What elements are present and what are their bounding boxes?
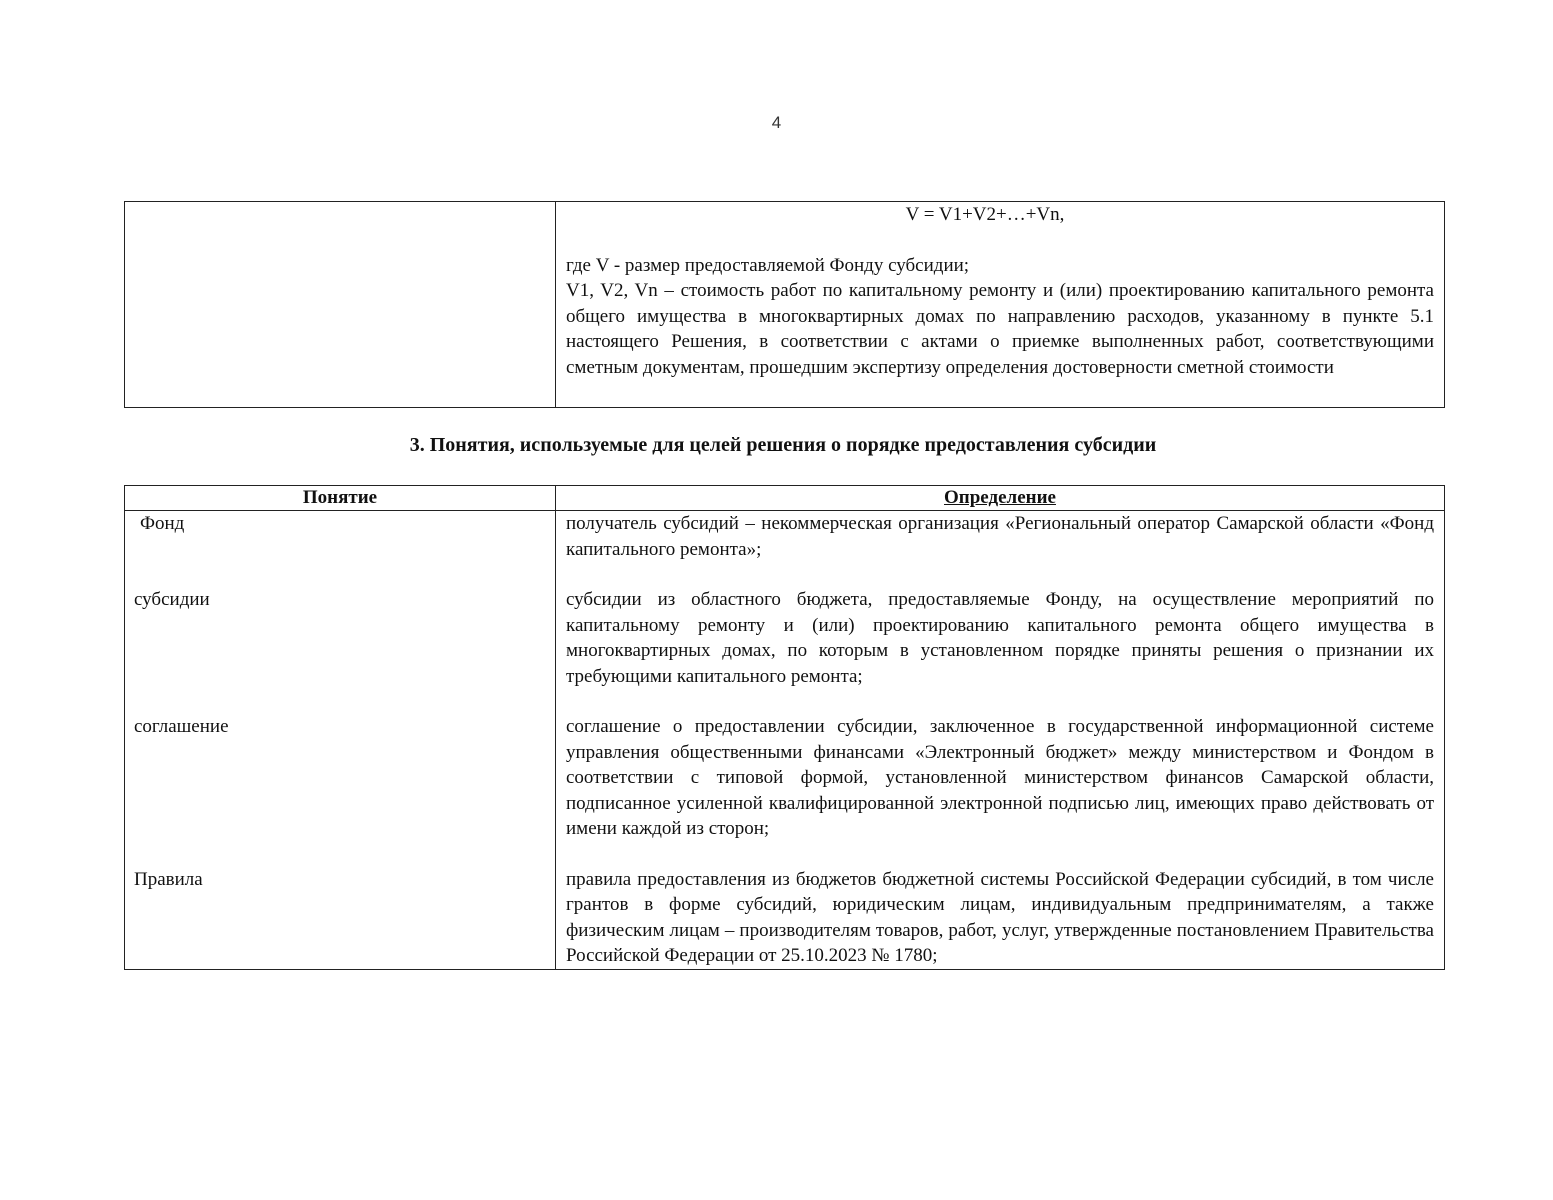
table-row [125, 867, 1445, 970]
term-cell [125, 511, 556, 588]
column-header-term: Понятие [125, 486, 556, 511]
term: Фонд [140, 513, 185, 534]
section-title: 3. Понятия, используемые для целей решения о порядке предоставления субсидии [409, 434, 1157, 456]
definition-cell: получатель субсидий – некоммерческая организация «Региональный оператор Самарской области «Фонд капитального ремонта»; [556, 511, 1445, 588]
formula-table [124, 201, 1445, 408]
term-cell: субсидии [125, 587, 556, 714]
column-header-definition-label: Определение [944, 487, 1056, 508]
formula-cell [556, 202, 1445, 408]
table-row [125, 511, 1445, 588]
table-header-row [125, 486, 1445, 511]
definition-cell: правила предоставления из бюджетов бюджетной системы Российской Федерации субсидий, в том числе грантов в форме субсидий, юридическим лицам, индивидуальным предпринимателям, а также физическим лицам – производителям товаров, работ, услуг, утвержденные постановлением Правительства Российской Федерации от 25.10.2023 № 1780; [556, 867, 1445, 970]
column-header-definition [556, 486, 1445, 511]
formula-description: V1, V2, Vn – стоимость работ по капитальному ремонту и (или) проектированию капитального ремонта общего имущества в многоквартирных домах по направлению расходов, указанному в пункте 5.1 настоящего Решения, в соответствии с актами о приемке выполненных работ, соответствующими сметным документам, прошедшим экспертизу определения достоверности сметной стоимости [566, 280, 1434, 378]
table-row [125, 587, 1445, 714]
page-number: 4 [771, 113, 782, 132]
formula-where-line: где V - размер предоставляемой Фонду субсидии; [566, 254, 970, 276]
formula: V = V1+V2+…+Vn, [905, 204, 1065, 225]
table-row [125, 714, 1445, 867]
empty-cell [125, 202, 556, 408]
term-cell: соглашение [125, 714, 556, 867]
terms-table [124, 485, 1445, 970]
definition-cell: соглашение о предоставлении субсидии, заключенное в государственной информационной системе управления общественными финансами «Электронный бюджет» между министерством и Фондом в соответствии с типовой формой, установленной министерством финансов Самарской области, подписанное усиленной квалифицированной электронной подписью лиц, имеющих право действовать от имени каждой из сторон; [556, 714, 1445, 867]
definition-cell: субсидии из областного бюджета, предоставляемые Фонду, на осуществление мероприятий по капитальному ремонту и (или) проектированию капитального ремонта общего имущества в многоквартирных домах, по которым в установленном порядке приняты решения о признании их требующими капитального ремонта; [556, 587, 1445, 714]
term-cell: Правила [125, 867, 556, 970]
table-row [125, 202, 1445, 408]
